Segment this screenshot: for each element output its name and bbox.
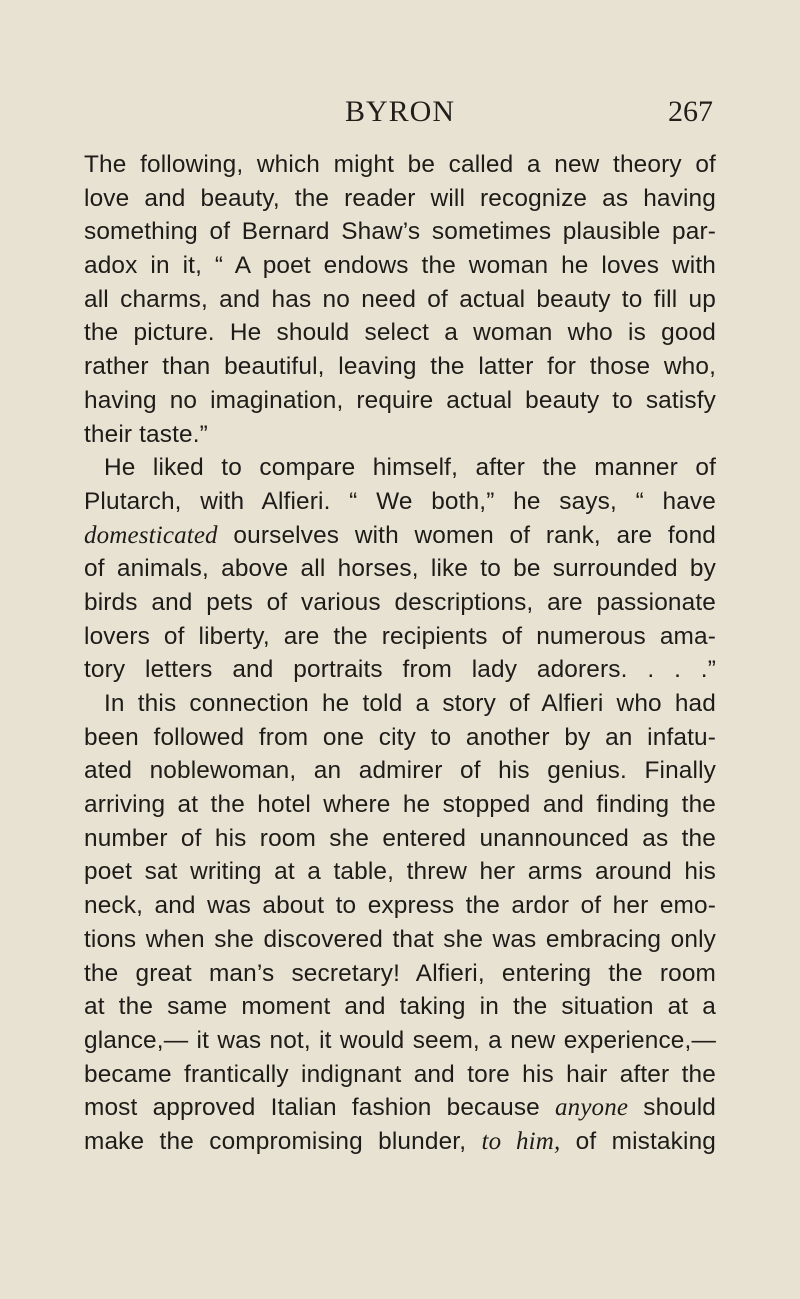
text-line: having no imagination, require actual beauty to satisfy	[84, 386, 716, 414]
running-head	[0, 92, 800, 132]
text-line: tory letters and portraits from lady adorers. . . .”	[84, 656, 716, 684]
text-line: lovers of liberty, are the recipients of numerous ama-	[84, 622, 716, 650]
text-line: The following, which might be called a new theory of	[84, 151, 716, 178]
text-line: at the same moment and taking in the situation at a	[84, 993, 716, 1021]
text-line: love and beauty, the reader will recognize as having	[84, 184, 716, 212]
text-segment: ourselves with women of rank, are fond	[217, 521, 716, 549]
italic-word: anyone	[555, 1094, 629, 1122]
text-line: of animals, above all horses, like to be surrounded by	[84, 555, 716, 583]
text-line: been followed from one city to another by an infatu-	[84, 723, 716, 751]
italic-word: to him,	[481, 1127, 561, 1155]
text-line: arriving at the hotel where he stopped and finding the	[84, 791, 716, 819]
text-line: all charms, and has no need of actual beauty to fill up	[84, 285, 716, 313]
page-number: 267	[668, 95, 713, 128]
text-line: tions when she discovered that she was embracing only	[84, 925, 716, 953]
text-line: Plutarch, with Alfieri. “ We both,” he says, “ have	[84, 487, 716, 515]
text-segment: should	[628, 1094, 716, 1122]
text-line: poet sat writing at a table, threw her arms around his	[84, 858, 716, 886]
text-line: glance,— it was not, it would seem, a new experience,—	[84, 1026, 716, 1054]
italic-word: domesticated	[84, 521, 218, 549]
text-line: rather than beautiful, leaving the latter for those who,	[84, 353, 716, 381]
text-line: became frantically indignant and tore his hair after the	[84, 1060, 716, 1088]
text-segment: most approved Italian fashion because	[84, 1094, 556, 1122]
text-line: He liked to compare himself, after the manner of	[104, 454, 716, 482]
text-line: ated noblewoman, an admirer of his genius. Finally	[84, 757, 716, 785]
text-line: the picture. He should select a woman who is good	[84, 319, 716, 347]
text-line: In this connection he told a story of Alfieri who had	[104, 690, 716, 717]
text-line: their taste.”	[84, 420, 208, 448]
running-title: BYRON	[344, 95, 455, 128]
text-segment: of mistaking	[560, 1127, 716, 1155]
text-line: adox in it, “ A poet endows the woman he loves with	[84, 252, 716, 280]
text-line: birds and pets of various descriptions, are passionate	[84, 588, 716, 616]
text-line	[84, 1091, 716, 1125]
body-text	[84, 148, 716, 1159]
text-line	[84, 1125, 716, 1159]
text-line: number of his room she entered unannounced as the	[84, 824, 716, 852]
text-segment: make the compromising blunder,	[84, 1127, 482, 1155]
text-line: the great man’s secretary! Alfieri, entering the room	[84, 959, 716, 987]
text-line	[84, 519, 716, 553]
text-line: something of Bernard Shaw’s sometimes plausible par-	[84, 218, 716, 246]
text-line: neck, and was about to express the ardor of her emo-	[84, 892, 716, 920]
